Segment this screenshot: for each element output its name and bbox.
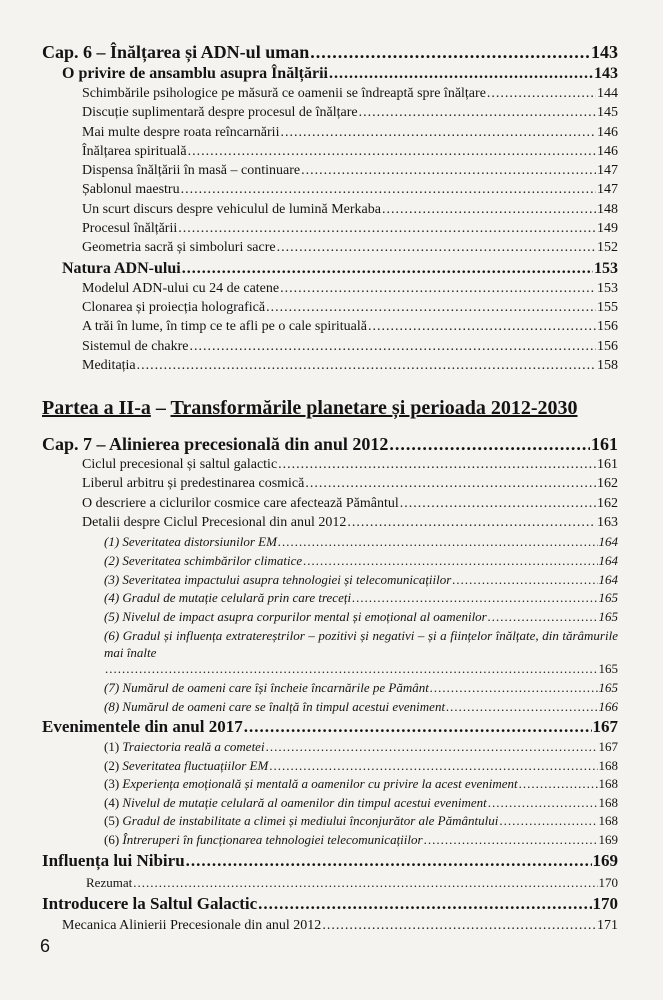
leader-dots (244, 717, 592, 737)
leader-dots (137, 358, 596, 374)
toc-entry-title: Întreruperi în funcționarea tehnologiei telecomunicațiilor (122, 832, 423, 848)
leader-dots (446, 699, 597, 715)
toc-entry-page: 164 (598, 552, 618, 568)
leader-dots (181, 182, 596, 198)
toc-item[interactable] (82, 339, 618, 358)
toc-entry-title: Introducere la Saltul Galactic (42, 893, 258, 913)
toc-item[interactable] (82, 221, 618, 240)
leader-dots (266, 739, 598, 755)
leader-dots (278, 534, 598, 550)
toc-subitem[interactable] (104, 572, 618, 591)
toc-entry-page: 161 (591, 434, 618, 455)
toc-entry-page: 162 (597, 495, 618, 511)
toc-entry-page: 146 (597, 143, 618, 159)
toc-entry-title: (2) Severitatea schimbărilor climatice (104, 552, 303, 568)
toc-entry-page: 165 (598, 590, 618, 606)
toc-subitem[interactable] (104, 609, 618, 628)
item-number: (1) (104, 739, 120, 755)
toc-entry-title: Mai multe despre roata reîncarnării (82, 124, 280, 140)
toc-entry-page: 169 (592, 850, 618, 870)
toc-entry-title: Geometria sacră și simboluri sacre (82, 240, 276, 256)
toc-chapter-7[interactable] (42, 434, 618, 457)
leader-dots (382, 202, 596, 218)
toc-entry-page: 163 (597, 515, 618, 531)
toc-item[interactable] (62, 918, 618, 937)
leader-dots (329, 65, 593, 83)
toc-entry-page: 165 (598, 661, 618, 677)
toc-item[interactable] (82, 281, 618, 300)
toc-item[interactable] (82, 202, 618, 221)
page-number: 6 (40, 936, 51, 956)
leader-dots (310, 42, 590, 63)
toc-section[interactable] (42, 894, 618, 918)
toc-entry-page: 152 (597, 240, 618, 256)
toc-section[interactable] (42, 717, 618, 739)
item-number: (4) (104, 794, 120, 810)
toc-entry-title: Meditația (82, 357, 136, 373)
toc-subitem[interactable] (104, 739, 618, 758)
toc-entry-page: 167 (598, 739, 618, 755)
toc-entry-page: 145 (597, 105, 618, 121)
toc-entry-title: (3) Severitatea impactului asupra tehnologiei și telecomunicațiilor (104, 571, 452, 587)
toc-entry-title: Un scurt discurs despre vehiculul de lumină Merkaba (82, 201, 381, 217)
leader-dots (105, 661, 598, 677)
leader-dots (280, 125, 596, 141)
toc-entry-title: Modelul ADN-ului cu 24 de catene (82, 280, 280, 296)
toc-subitem[interactable] (104, 813, 618, 832)
leader-dots (301, 163, 596, 179)
toc-entry-title: Procesul înălțării (82, 221, 178, 237)
toc-item[interactable] (82, 496, 618, 515)
toc-item[interactable] (82, 105, 618, 124)
leader-dots (305, 476, 596, 492)
toc-item[interactable] (82, 144, 618, 163)
toc-entry-page: 156 (597, 338, 618, 354)
toc-entry-title: Dispensa înălțării în masă – continuare (82, 163, 301, 179)
leader-dots (488, 795, 598, 811)
toc-entry-page: 167 (592, 717, 618, 737)
leader-dots (303, 553, 597, 569)
toc-entry-page: 171 (597, 917, 618, 933)
toc-entry-page: 149 (597, 221, 618, 237)
toc-entry-page: 170 (598, 874, 618, 890)
leader-dots (269, 758, 597, 774)
toc-section[interactable] (62, 65, 618, 86)
toc-entry-title: Traiectoria reală a cometei (122, 739, 265, 755)
toc-entry-title: O privire de ansamblu asupra Înălțării (62, 65, 328, 82)
toc-item[interactable] (82, 86, 618, 105)
toc-entry-title: (6) Gradul și influența extratereștrilor – pozitivi și negativi – și a ființelor înălțate, din tărâmurile mai înalte (104, 628, 618, 661)
toc-item[interactable] (86, 875, 618, 894)
leader-dots (186, 851, 592, 871)
toc-entry-page: 169 (598, 832, 618, 848)
leader-dots (452, 572, 597, 588)
toc-entry-page: 162 (597, 476, 618, 492)
toc-entry-page: 147 (597, 163, 618, 179)
toc-entry-title: (4) Gradul de mutație celulară prin care treceți (104, 590, 352, 606)
toc-entry-page: 148 (597, 201, 618, 217)
leader-dots (258, 894, 591, 914)
toc-subitem[interactable] (104, 534, 618, 553)
toc-entry-page: 155 (597, 299, 618, 315)
leader-dots (280, 281, 596, 297)
toc-entry-title: Ciclul precesional și saltul galactic (82, 457, 278, 473)
toc-entry-title: (1) Severitatea distorsiunilor EM (104, 534, 277, 550)
toc-item[interactable] (82, 125, 618, 144)
leader-dots (519, 776, 598, 792)
toc-entry-title: Evenimentele din anul 2017 (42, 717, 243, 737)
toc-entry-title: Experiența emoțională și mentală a oamenilor cu privire la acest eveniment (122, 776, 518, 792)
toc-subitem-wrapped[interactable] (104, 627, 618, 661)
leader-dots (488, 609, 598, 625)
toc-entry-title: Cap. 7 – Alinierea precesională din anul 2012 (42, 434, 389, 455)
toc-entry-page: 143 (594, 65, 618, 82)
toc-entry-page: 165 (598, 608, 618, 624)
leader-dots (190, 339, 596, 355)
toc-subitem[interactable] (104, 553, 618, 572)
toc-subitem[interactable] (104, 590, 618, 609)
toc-entry-title: Schimbările psihologice pe măsură ce oamenii se îndreaptă spre înălțare (82, 86, 486, 101)
toc-entry-title: Mecanica Alinierii Precesionale din anul 2012 (62, 917, 322, 933)
toc-subitem[interactable] (104, 699, 618, 718)
toc-entry-title: Detalii despre Ciclul Precesional din anul 2012 (82, 515, 347, 531)
toc-entry-page: 153 (594, 259, 618, 277)
leader-dots (389, 434, 590, 455)
toc-entry-title: (8) Numărul de oameni care se înalță în timpul acestui eveniment (104, 698, 446, 714)
item-number: (5) (104, 813, 120, 829)
item-number: (3) (104, 776, 120, 792)
toc-item[interactable] (82, 515, 618, 534)
toc-section[interactable] (62, 260, 618, 281)
toc-entry-page: 161 (597, 457, 618, 473)
leader-dots (188, 144, 596, 160)
part-title: Transformările planetare și perioada 2012-2030 (170, 397, 578, 420)
item-number: (2) (104, 757, 120, 773)
toc-subitem[interactable] (104, 680, 618, 699)
leader-dots (352, 590, 597, 606)
toc-entry-title: A trăi în lume, în timp ce te afli pe o cale spirituală (82, 319, 367, 335)
table-of-contents (0, 42, 663, 937)
toc-entry-title: Sistemul de chakre (82, 338, 189, 354)
part-dash: – (150, 397, 171, 420)
toc-section[interactable] (42, 851, 618, 875)
toc-item[interactable] (82, 300, 618, 319)
toc-subitem[interactable] (104, 795, 618, 814)
leader-dots (278, 457, 596, 473)
toc-entry-title: Nivelul de mutație celulară al oamenilor din timpul acestui eveniment (122, 794, 487, 810)
leader-dots (322, 918, 596, 934)
toc-item[interactable] (82, 163, 618, 182)
leader-dots (400, 496, 596, 512)
toc-entry-page: 168 (598, 776, 618, 792)
toc-entry-page: 164 (598, 571, 618, 587)
toc-entry-page: 168 (598, 757, 618, 773)
toc-entry-page: 153 (597, 280, 618, 296)
leader-dots (266, 300, 596, 316)
leader-dots (487, 86, 596, 102)
toc-entry-title: Șablonul maestru (82, 182, 180, 198)
toc-entry-title: Rezumat (86, 874, 133, 890)
toc-entry-title: Discuție suplimentară despre procesul de înălțare (82, 105, 358, 121)
leader-dots (359, 105, 596, 121)
toc-subitem[interactable] (104, 776, 618, 795)
toc-entry-page: 144 (597, 86, 618, 101)
toc-subitem[interactable] (104, 832, 618, 851)
toc-item[interactable] (82, 476, 618, 495)
toc-entry-title: (7) Numărul de oameni care își încheie încarnările pe Pământ (104, 679, 429, 695)
toc-entry-title: Cap. 6 – Înălțarea și ADN-ul uman (42, 42, 310, 62)
part-prefix: Partea a II-a (42, 397, 151, 420)
leader-dots (133, 875, 597, 891)
toc-entry-page: 156 (597, 319, 618, 335)
toc-entry-title: (5) Nivelul de impact asupra corpurilor mental și emoțional al oamenilor (104, 608, 487, 624)
toc-entry-title: Liberul arbitru și predestinarea cosmică (82, 476, 305, 492)
toc-entry-page: 146 (597, 124, 618, 140)
toc-subitem-page-line (104, 661, 618, 680)
toc-entry-title: Natura ADN-ului (62, 259, 181, 277)
toc-entry-page: 143 (591, 42, 618, 62)
toc-entry-title: Severitatea fluctuațiilor EM (122, 757, 269, 773)
toc-entry-page: 165 (598, 679, 618, 695)
toc-entry-title: Gradul de instabilitate a climei și mediului înconjurător ale Pământului (122, 813, 499, 829)
leader-dots (430, 680, 598, 696)
toc-entry-page: 168 (598, 813, 618, 829)
leader-dots (182, 260, 593, 278)
toc-entry-title: Clonarea și proiecția holografică (82, 299, 266, 315)
leader-dots (277, 240, 596, 256)
toc-entry-page: 147 (597, 182, 618, 198)
toc-subitem[interactable] (104, 758, 618, 777)
toc-entry-page: 164 (598, 534, 618, 550)
leader-dots (368, 319, 596, 335)
leader-dots (347, 515, 596, 531)
toc-entry-title: Înălțarea spirituală (82, 143, 187, 159)
toc-item[interactable] (82, 457, 618, 476)
toc-entry-title: O descriere a ciclurilor cosmice care afectează Pământul (82, 495, 399, 511)
toc-item[interactable] (82, 240, 618, 259)
toc-item[interactable] (82, 358, 618, 377)
toc-entry-page: 168 (598, 794, 618, 810)
leader-dots (499, 813, 597, 829)
toc-entry-page: 170 (592, 893, 618, 913)
toc-entry-page: 166 (598, 698, 618, 714)
part-heading (42, 397, 618, 420)
leader-dots (424, 832, 598, 848)
toc-chapter-6[interactable] (42, 42, 618, 65)
leader-dots (178, 221, 596, 237)
toc-entry-title: Influența lui Nibiru (42, 850, 185, 870)
toc-item[interactable] (82, 319, 618, 338)
item-number: (6) (104, 832, 120, 848)
toc-entry-page: 158 (597, 357, 618, 373)
toc-item[interactable] (82, 182, 618, 201)
